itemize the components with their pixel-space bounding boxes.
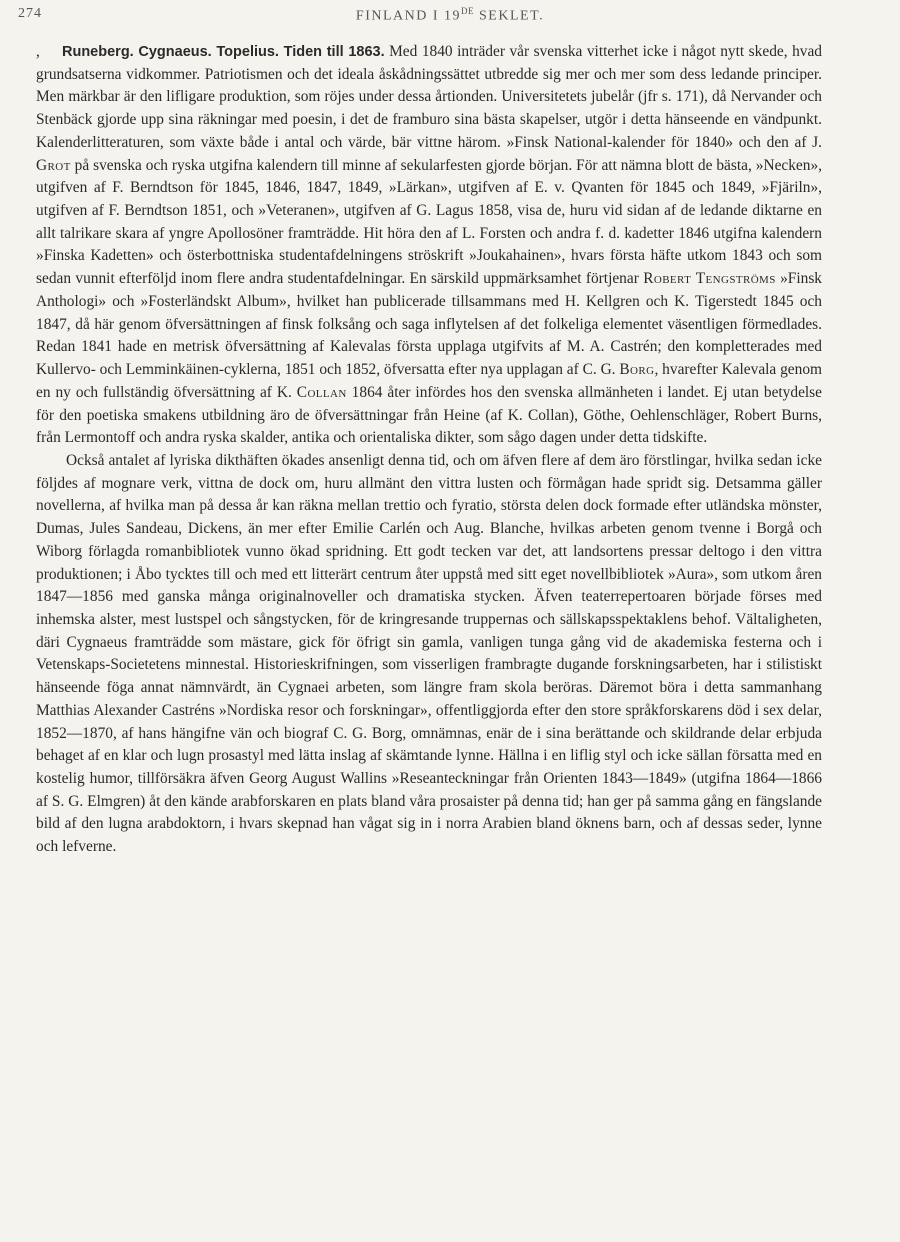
section-headings: Runeberg. Cygnaeus. Topelius. Tiden till 1863. bbox=[62, 44, 385, 60]
running-head-post: SEKLET. bbox=[474, 8, 545, 24]
name-robert-tengstrom: Robert Tengströms bbox=[643, 270, 776, 288]
page-header bbox=[0, 6, 900, 30]
margin-mark: , bbox=[36, 43, 40, 60]
para1-text-3: »Finsk Anthologi» och »Fosterländskt Album», hvilket han publicerade tillsammans med H. Kellgren och K. Tigerstedt 1845 och 1847, då här genom öfversättningen af finsk folksång och saga inflytelsen af det folkeliga elementet väsentligen förmedlades. Redan 1841 hade en metrisk öfversättning af Kalevalas första upplaga utgifvits af M. A. Castrén; den kompletterades med Kullervo- och Lemminkäinen-cyklerna, 1851 och 1852, öfversatta efter nya upplagan af C. G. bbox=[36, 270, 823, 379]
name-grot: Grot bbox=[36, 156, 71, 174]
running-head bbox=[0, 6, 900, 25]
body-text bbox=[36, 41, 822, 859]
para1-text-2: på svenska och ryska utgifna kalendern till minne af sekularfesten gjorde början. För att nämna blott de bästa, »Necken», utgifven af F. Berndtson för 1845, 1846, 1847, 1849, »Lärkan», utgifven af E. v. Qvanten för 1845 och 1849, »Fjäriln», utgifven af F. Berndtson 1851, och »Veteranen», utgifven af G. Lagus 1858, visa de, huru vid sidan af de ledande diktarne en allt talrikare skara af yngre Apollosöner framträdde. Hit höra den af L. Forsten och andra f. d. kadetter 1846 utgifna kalendern »Finska Kadetten» och österbottniska studentafdelningens ströskrift »Joukahainen», hvars första häfte utkom 1843 och som sedan vunnit efterföljd inom flere andra studentafdelningar. En särskild uppmärksamhet förtjenar bbox=[36, 156, 822, 288]
running-head-pre: FINLAND I 19 bbox=[355, 8, 462, 24]
para1-text-4: , hvarefter Kalevala genom en ny och fullständig öfversättning af K. bbox=[36, 361, 822, 401]
page-number: 274 bbox=[18, 6, 42, 21]
para1-text-1: Med 1840 inträder vår svenska vitterhet icke i något nytt skede, hvad grundsatserna vidkommer. Patriotismen och det ideala åskådningssättet utbredde sig mer och mer som dess ledande principer. Men märkbar är den lifligare produktion, som röjes under dessa årtionden. Universitetets jubelår (jfr s. 171), då Nervander och Stenbäck gjorde upp sina räkningar med poesin, i det de framburo sina bästa skapelser, utgör i detta hänseende en vändpunkt. Kalenderlitteraturen, som växte både i antal och värde, bär vittne härom. »Finsk National-kalender för 1840» och den af J. bbox=[36, 43, 822, 151]
running-head-sup: DE bbox=[461, 6, 475, 16]
paragraph-2: Också antalet af lyriska dikthäften ökades ansenligt denna tid, och om äfven flere af dem äro förstlingar, hvilka sedan icke följdes af mognare verk, vittna de dock om, huru allmänt den vittra lusten och förmågan hade spridt sig. Detsamma gäller novellerna, af hvilka man på dessa år kan räkna mellan trettio och fyratio, största delen dock formade efter utländska mönster, Dumas, Jules Sandeau, Dickens, än mer efter Emilie Carlén och Aug. Blanche, hvilkas arbeten genom tvenne i Borgå och Wiborg förlagda romanbibliotek vunno ökad spridning. Ett godt tecken var det, att landsortens pressar deltogo i den vittra produktionen; i Åbo tycktes till och med ett litterärt centrum åter uppstå med sitt eget novellbibliotek »Aura», som utkom åren 1847—1856 med ganska många originalnoveller och dramatiska stycken. Äfven teaterrepertoaren började förses med inhemska alster, mest lustspel och sångstycken, för de kringresande truppernas och sällskapsspektaklens behof. Vältaligheten, däri Cygnaeus framträdde som mästare, gick för öfrigt sin gamla, vanligen tunga gång vid de akademiska festerna och i Vetenskaps-Societetens minnestal. Historieskrifningen, som visserligen frambragte dugande forskningsarbeten, har i stilistiskt hänseende föga annat nämnvärdt, än Cygnaei arbeten, som längre fram skola beröras. Däremot böra i detta sammanhang Matthias Alexander Castréns »Nordiska resor och forskningar», offentliggjorda efter den store språkforskarens död i sex delar, 1852—1870, af hans hängifne vän och biograf C. G. Borg, omnämnas, enär de i sina berättande och skildrande delar erbjuda behaget af en klar och lugn prosastyl med lätta inslag af skämtande lynne. Hällna i en liflig styl och icke sällan försatta med en kostelig humor, tillförsäkra äfven Georg August Wallins »Reseanteckningar från Orienten 1843—1849» (utgifna 1864—1866 af S. G. Elmgren) åt den kände arabforskaren en plats bland våra prosaister på denna tid; han ger på samma gång en fängslande bild af den lugna arabdoktorn, i hvars skepnad han vågat sig in i norra Arabien bland öknens barn, och af dessas seder, lynne och lefverne. bbox=[36, 451, 822, 856]
name-collan: Collan bbox=[296, 383, 347, 401]
para1-text-5: 1864 åter infördes hos den svenska allmänheten i landet. Ej utan betydelse för den poetiska smakens utbildning äro de öfversättningar från Heine (af K. Collan), Göthe, Oehlenschläger, Robert Burns, från Lermontoff och andra ryska skalder, antika och orientaliska dikter, som sågo dagen under detta tidskifte. bbox=[36, 383, 823, 447]
name-borg: Borg bbox=[619, 361, 655, 379]
paragraph-1 bbox=[36, 41, 822, 450]
